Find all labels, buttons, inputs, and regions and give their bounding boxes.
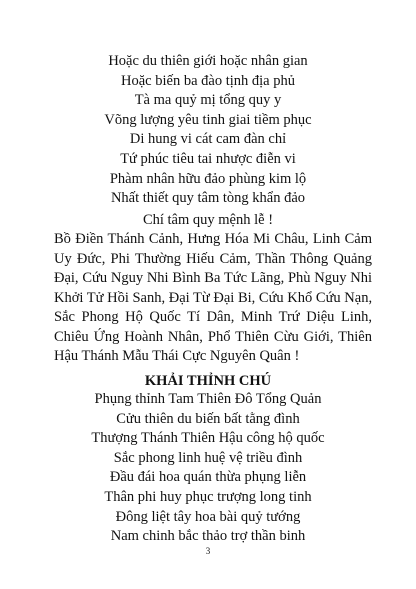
page-number: 3 <box>205 546 211 556</box>
verse-line: Phụng thỉnh Tam Thiên Đô Tổng Quản <box>94 391 322 407</box>
verse-line: Tà ma quỷ mị tổng quy y <box>134 92 282 109</box>
invocation-line: Bồ Điền Thánh Cảnh, Hưng Hóa Mi Châu, Linh Cảm <box>54 231 372 247</box>
verse-line: Nam chinh bắc thảo trợ thần binh <box>110 528 306 545</box>
verse-line: Đầu đái hoa quán thừa phụng liễn <box>109 469 307 486</box>
invocation-line: Hậu Thánh Mẫu Thái Cực Nguyên Quân ! <box>54 348 300 364</box>
verse-line: Cửu thiên du biến bất tằng đình <box>116 410 300 427</box>
verse-line: Võng lượng yêu tinh giai tiềm phục <box>104 111 312 128</box>
verse-line: Phàm nhân hữu đảo phùng kim lộ <box>109 170 307 187</box>
invocation-line: Sắc Phong Hộ Quốc Tí Dân, Minh Trứ Diệu Linh, <box>54 309 372 325</box>
invocation-paragraph <box>54 230 372 367</box>
verse-block-2 <box>0 390 416 547</box>
salutation-line: Chí tâm quy mệnh lễ ! <box>142 212 274 228</box>
verse-line: Thân phi huy phục trượng long tinh <box>104 488 312 505</box>
verse-line: Tứ phúc tiêu tai nhược điễn vi <box>120 150 296 167</box>
invocation-line: Chiêu Ứng Hoành Nhân, Phổ Thiên Cừu Giới, Thiên <box>54 328 372 345</box>
invocation-line: Khởi Tử Hồi Sanh, Đại Từ Đại Bi, Cứu Khổ Cứu Nạn, <box>54 289 373 306</box>
verse-line: Sắc phong linh huệ vệ triều đình <box>113 449 303 466</box>
verse-line: Di hung vi cát cam đàn chỉ <box>129 131 287 148</box>
section-title: KHẢI THỈNH CHÚ <box>144 373 272 389</box>
verse-block-1 <box>0 52 416 209</box>
invocation-line: Đại, Cứu Nguy Nhi Bình Ba Tức Lãng, Phù Nguy Nhi <box>54 270 372 286</box>
verse-line: Nhất thiết quy tâm tòng khẩn đảo <box>110 190 306 207</box>
verse-line: Đông liệt tây hoa bài quỷ tướng <box>115 508 301 525</box>
invocation-line: Uy Đức, Phi Thường Hiếu Cảm, Thần Thông Quảng <box>54 250 372 267</box>
verse-line: Hoặc du thiên giới hoặc nhân gian <box>108 53 308 69</box>
verse-line: Thượng Thánh Thiên Hậu công hộ quốc <box>91 430 325 447</box>
verse-line: Hoặc biến ba đào tịnh địa phủ <box>121 72 295 89</box>
